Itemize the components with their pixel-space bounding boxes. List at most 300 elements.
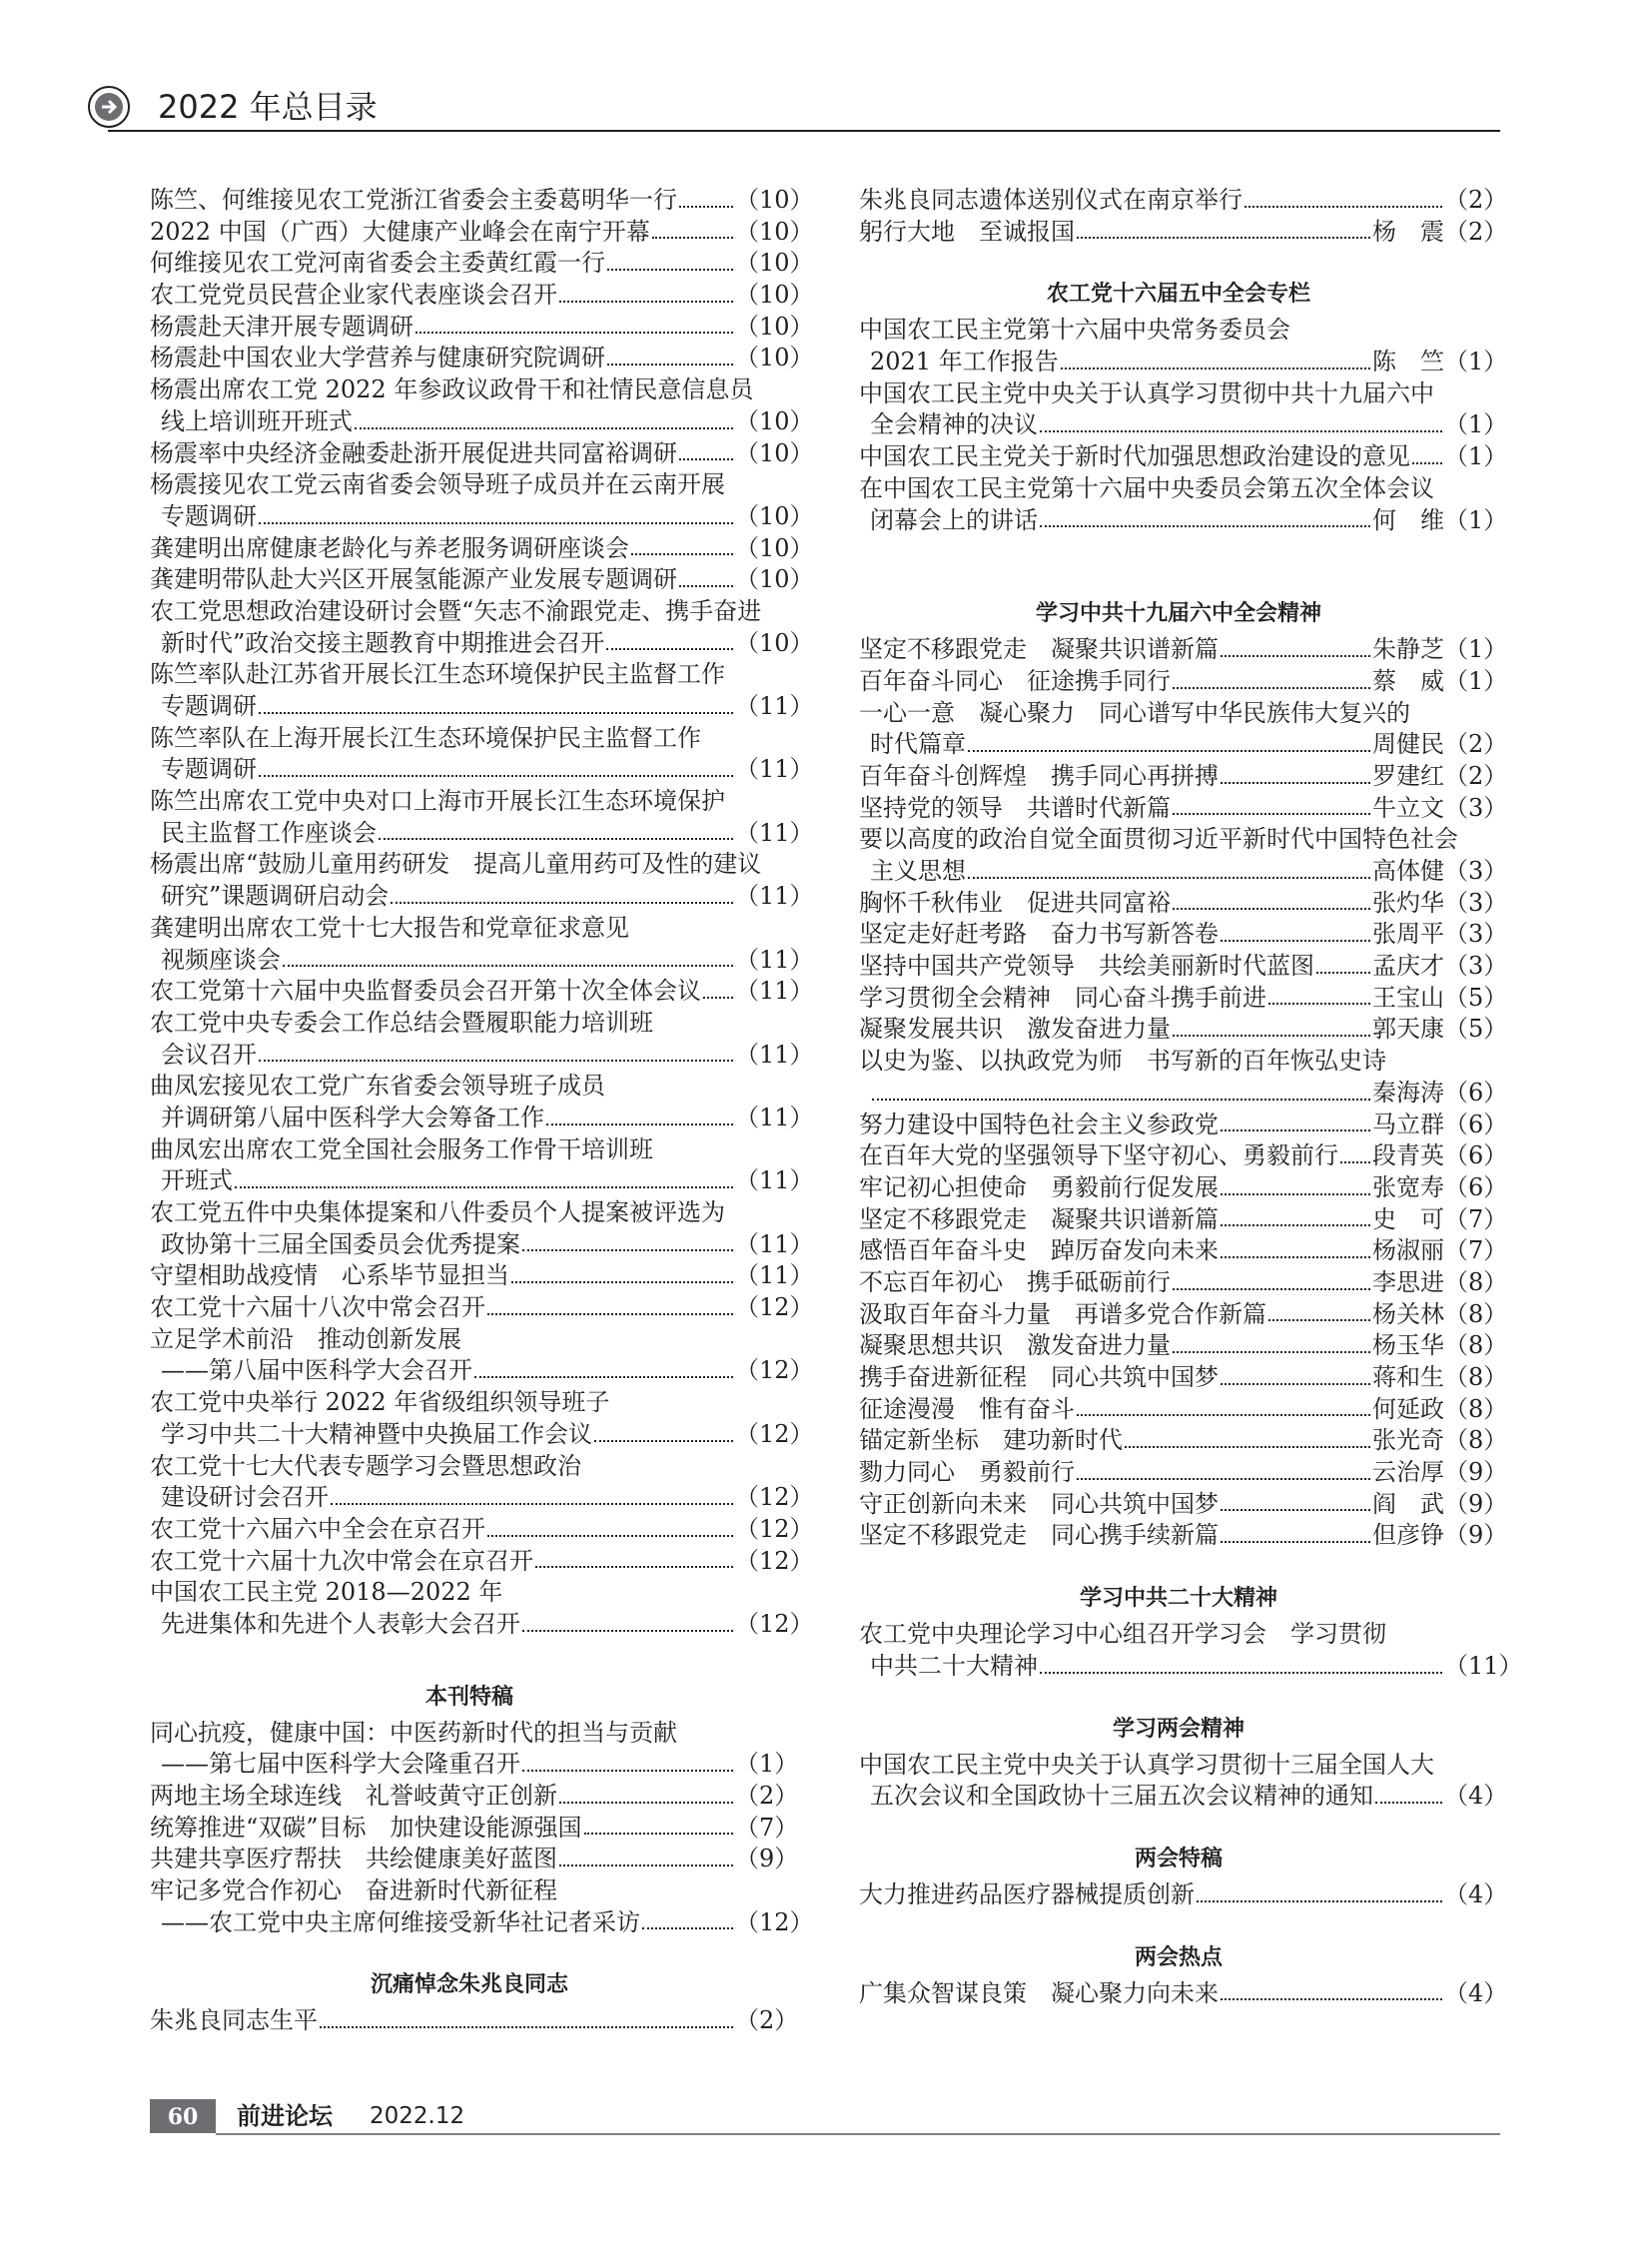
journal-issue: 2022.12	[370, 2103, 465, 2129]
toc-section	[859, 1579, 1523, 1682]
entry-title: ——农工党中央主席何维接受新华社记者采访	[161, 1907, 640, 1936]
entry-page: （11）	[735, 1103, 814, 1131]
entry-title: 何维接见农工党河南省委会主委黄红霞一行	[150, 249, 605, 278]
toc-entry[interactable]	[150, 374, 814, 437]
journal-name: 前进论坛	[237, 2101, 333, 2130]
entry-author: 蔡 威	[1372, 666, 1444, 695]
entry-title: 政协第十三届全国委员会优秀提案	[161, 1229, 520, 1258]
entry-title: 两地主场全球连线 礼誉岐黄守正创新	[150, 1782, 557, 1810]
toc-entry[interactable]	[859, 1046, 1508, 1109]
entry-page: （12）	[735, 1907, 814, 1936]
entry-title: 专题调研	[161, 692, 257, 720]
toc-section	[859, 1938, 1508, 2010]
toc-entry-line	[859, 919, 1508, 951]
dot-leader	[1125, 1425, 1370, 1448]
toc-entry-line	[859, 1046, 1498, 1078]
toc-entry[interactable]	[859, 1425, 1508, 1457]
toc-entry-line	[859, 1078, 1508, 1110]
entry-page: （11）	[735, 1166, 814, 1195]
toc-entry-line	[859, 1651, 1523, 1683]
toc-entry[interactable]	[859, 1879, 1508, 1911]
toc-entry-line	[859, 983, 1508, 1015]
toc-entry[interactable]	[150, 564, 814, 596]
entry-title: 2022 中国（广西）大健康产业峰会在南宁开幕	[150, 217, 650, 246]
toc-entry-line	[150, 1103, 814, 1134]
toc-section	[150, 185, 814, 1641]
entry-title: 龚建明带队赴大兴区开展氢能源产业发展专题调研	[150, 565, 677, 594]
toc-entry[interactable]	[859, 698, 1508, 761]
dot-leader	[559, 1844, 733, 1867]
dot-leader	[652, 217, 733, 240]
toc-section	[859, 594, 1508, 1552]
toc-entry[interactable]	[150, 1387, 814, 1450]
entry-page: （4）	[1444, 1782, 1508, 1811]
toc-entry-line	[859, 1978, 1508, 2010]
entry-page: （11）	[735, 977, 814, 1006]
entry-title: 农工党第十六届中央监督委员会召开第十次全体会议	[150, 977, 701, 1006]
dot-leader	[522, 1229, 733, 1252]
toc-entry[interactable]	[859, 315, 1508, 377]
toc-entry-line	[859, 378, 1498, 410]
entry-page: （11）	[735, 755, 814, 784]
toc-entry-line	[859, 1879, 1508, 1911]
toc-entry-line	[150, 1355, 814, 1387]
section-heading: 两会热点	[1134, 1944, 1223, 1970]
dot-leader	[1268, 1299, 1370, 1322]
entry-author: 罗建红	[1372, 761, 1444, 790]
entry-page: （10）	[735, 565, 814, 594]
entry-title: 中国农工民主党第十六届中央常务委员会	[859, 316, 1290, 345]
dot-leader	[283, 945, 733, 968]
dot-leader	[1221, 761, 1370, 784]
toc-entry-line	[150, 1718, 789, 1750]
dot-leader	[1077, 1457, 1370, 1480]
toc-entry-line	[859, 473, 1498, 505]
entry-title: 杨震率中央经济金融委赴浙开展促进共同富裕调研	[150, 438, 677, 467]
entry-page: （3）	[1444, 920, 1508, 949]
toc-entry[interactable]	[859, 1489, 1508, 1521]
entry-title: 中国农工民主党中央关于认真学习贯彻中共十九届六中	[859, 378, 1434, 407]
toc-entry[interactable]	[150, 185, 814, 217]
dot-leader	[1316, 951, 1370, 974]
entry-page: （11）	[1444, 1651, 1523, 1680]
toc-entry[interactable]	[150, 469, 814, 532]
toc-entry-line	[859, 888, 1508, 920]
toc-entry-line	[859, 1299, 1508, 1331]
entry-page: （7）	[1444, 1204, 1508, 1233]
entry-page: （10）	[735, 406, 814, 435]
dot-leader	[259, 501, 733, 524]
entry-author: 张周平	[1372, 920, 1444, 949]
toc-entry[interactable]	[150, 248, 814, 280]
toc-entry[interactable]	[150, 1292, 814, 1324]
toc-entry[interactable]	[150, 343, 814, 374]
entry-title: 建设研讨会召开	[161, 1483, 329, 1512]
toc-entry-line	[150, 280, 814, 312]
toc-entry-line	[859, 1394, 1508, 1426]
toc-entry-line	[150, 1229, 814, 1261]
toc-entry[interactable]	[859, 888, 1508, 920]
toc-entry[interactable]	[859, 634, 1508, 666]
entry-page: （12）	[735, 1483, 814, 1512]
entry-title: 牢记多党合作初心 奋进新时代新征程	[150, 1876, 557, 1905]
entry-page: （12）	[735, 1419, 814, 1448]
toc-entry-line	[859, 666, 1508, 698]
section-heading: 两会特稿	[1134, 1846, 1223, 1871]
entry-title: 并调研第八届中医科学大会筹备工作	[161, 1103, 544, 1131]
dot-leader	[1221, 634, 1370, 657]
toc-entry[interactable]	[150, 1008, 814, 1071]
dot-leader	[1077, 1394, 1370, 1417]
toc-entry[interactable]	[150, 280, 814, 312]
dot-leader	[331, 1482, 733, 1505]
toc-entry-line	[150, 406, 814, 438]
toc-entry[interactable]	[150, 1844, 799, 1875]
toc-entry[interactable]	[150, 1875, 814, 1938]
footer-divider	[216, 2133, 1500, 2135]
toc-entry[interactable]	[859, 1110, 1508, 1141]
dot-leader	[1221, 1204, 1370, 1227]
entry-title: 农工党十六届六中全会在京召开	[150, 1514, 485, 1543]
toc-entry[interactable]	[150, 1546, 814, 1578]
entry-page: （9）	[1444, 1458, 1508, 1487]
toc-entry-line	[150, 786, 789, 818]
entry-title: 闭幕会上的讲话	[870, 505, 1038, 534]
toc-entry[interactable]	[859, 793, 1508, 825]
entry-page: （1）	[1444, 410, 1508, 439]
entry-title: 一心一意 凝心聚力 同心谱写中华民族伟大复兴的	[859, 698, 1410, 727]
toc-entry[interactable]	[859, 951, 1508, 983]
entry-title: 研究”课题调研启动会	[161, 882, 390, 911]
dot-leader	[391, 881, 733, 904]
entry-author: 马立群	[1372, 1110, 1444, 1138]
toc-entry[interactable]	[859, 473, 1508, 536]
toc-entry[interactable]	[150, 1577, 814, 1640]
entry-author: 史 可	[1372, 1204, 1444, 1233]
entry-page: （1）	[1444, 666, 1508, 695]
entry-page: （7）	[1444, 1236, 1508, 1265]
toc-entry-line	[150, 217, 814, 249]
toc-entry[interactable]	[859, 1140, 1508, 1172]
toc-entry[interactable]	[859, 666, 1508, 698]
toc-section	[150, 1678, 814, 1939]
dot-leader	[679, 564, 733, 587]
entry-page: （2）	[1444, 761, 1508, 790]
entry-title: 中共二十大精神	[870, 1651, 1038, 1680]
toc-entry[interactable]	[859, 441, 1508, 473]
dot-leader	[1221, 1489, 1370, 1512]
entry-author: 何延政	[1372, 1394, 1444, 1423]
toc-entry-line	[150, 1292, 814, 1324]
dot-leader	[1173, 1014, 1370, 1037]
entry-page: （3）	[1444, 857, 1508, 885]
toc-entry-line	[150, 849, 789, 881]
entry-page: （8）	[1444, 1331, 1508, 1360]
dot-leader	[559, 280, 733, 303]
entry-title: 学习贯彻全会精神 同心奋斗携手前进	[859, 983, 1266, 1012]
entry-author: 段青英	[1372, 1141, 1444, 1170]
dot-leader	[559, 1781, 733, 1804]
entry-title: 时代篇章	[870, 730, 966, 759]
entry-title: 百年奋斗同心 征途携手同行	[859, 666, 1171, 695]
toc-entry[interactable]	[150, 1781, 799, 1813]
toc-entry-line	[150, 501, 814, 533]
entry-title: 感悟百年奋斗史 踔厉奋发向未来	[859, 1236, 1219, 1265]
entry-title: 坚定不移跟党走 凝聚共识谱新篇	[859, 635, 1219, 664]
toc-entry-line	[150, 1514, 814, 1546]
toc-entry-line	[150, 754, 814, 786]
toc-entry-line	[150, 976, 814, 1008]
toc-entry[interactable]	[150, 533, 814, 565]
entry-title: 专题调研	[161, 501, 257, 530]
toc-entry[interactable]	[150, 1451, 814, 1514]
entry-page: （10）	[735, 438, 814, 467]
entry-title: 广集众智谋良策 凝心聚力向未来	[859, 1978, 1219, 2007]
dot-leader	[679, 185, 733, 208]
entry-page: （11）	[735, 1040, 814, 1069]
toc-entry[interactable]	[150, 1197, 814, 1260]
entry-author: 郭天康	[1372, 1015, 1444, 1044]
entry-title: 坚定不移跟党走 凝聚共识谱新篇	[859, 1204, 1219, 1233]
entry-title: 坚持中国共产党领导 共绘美丽新时代蓝图	[859, 952, 1314, 981]
entry-author: 但彦铮	[1372, 1521, 1444, 1550]
toc-entry[interactable]	[859, 217, 1508, 249]
toc-entry[interactable]	[150, 786, 814, 849]
toc-entry[interactable]	[150, 723, 814, 786]
toc-entry-line	[150, 596, 789, 628]
dot-leader	[1173, 1330, 1370, 1353]
toc-entry[interactable]	[859, 185, 1508, 217]
toc-entry-line	[859, 1362, 1508, 1394]
toc-entry[interactable]	[150, 659, 814, 722]
toc-entry[interactable]	[150, 596, 814, 659]
toc-entry-line	[150, 2005, 799, 2037]
dot-leader	[1040, 1651, 1442, 1674]
toc-entry-line	[150, 1875, 789, 1907]
toc-entry-line	[859, 185, 1508, 217]
toc-entry[interactable]	[150, 217, 814, 249]
entry-author: 张光奇	[1372, 1426, 1444, 1455]
entry-page: （8）	[1444, 1299, 1508, 1328]
entry-title: 先进集体和先进个人表彰大会召开	[161, 1609, 520, 1638]
section-heading: 学习中共二十大精神	[1079, 1586, 1277, 1612]
toc-entry-line	[859, 1267, 1508, 1299]
section-heading: 农工党十六届五中全会专栏	[1046, 282, 1310, 308]
toc-entry-line	[150, 691, 814, 723]
entry-title: 农工党思想政治建设研讨会暨“矢志不渝跟党走、携手奋进	[150, 596, 762, 625]
toc-entry[interactable]	[859, 1520, 1508, 1552]
entry-page: （11）	[735, 1229, 814, 1258]
entry-title: 同心抗疫，健康中国：中医药新时代的担当与贡献	[150, 1718, 677, 1747]
entry-author: 阎 武	[1372, 1489, 1444, 1518]
dot-leader	[631, 533, 733, 556]
entry-page: （10）	[735, 281, 814, 310]
toc-entry[interactable]	[859, 824, 1508, 887]
dot-leader	[1221, 1978, 1442, 2001]
entry-page: （2）	[735, 1782, 799, 1810]
entry-title: 学习中共二十大精神暨中央换届工作会议	[161, 1419, 592, 1448]
toc-entry[interactable]	[150, 1260, 814, 1292]
dot-leader	[1268, 983, 1370, 1006]
toc-entry-line	[150, 1813, 799, 1845]
entry-title: 百年奋斗创辉煌 携手同心再拼搏	[859, 761, 1219, 790]
toc-entry[interactable]	[859, 1978, 1508, 2010]
dot-leader	[546, 1103, 733, 1125]
toc-entry-line	[150, 438, 814, 470]
entry-page: （9）	[1444, 1521, 1508, 1550]
entry-title: 努力建设中国特色社会主义参政党	[859, 1110, 1219, 1138]
entry-title: 中国农工民主党 2018—2022 年	[150, 1578, 503, 1607]
entry-page: （1）	[1444, 348, 1508, 376]
toc-entry-line	[150, 533, 814, 565]
entry-author: 秦海涛	[1372, 1078, 1444, 1107]
dot-leader	[872, 1078, 1370, 1101]
toc-entry-line	[150, 1844, 799, 1875]
section-heading: 学习中共十九届六中全会精神	[1035, 601, 1321, 627]
dot-leader	[1173, 888, 1370, 911]
toc-entry-line	[150, 881, 814, 913]
dot-leader	[474, 1355, 733, 1378]
toc-entry[interactable]	[859, 1619, 1523, 1682]
entry-author: 杨玉华	[1372, 1331, 1444, 1360]
toc-entry[interactable]	[859, 983, 1508, 1015]
entry-title: 杨震赴天津开展专题调研	[150, 312, 413, 341]
entry-page: （1）	[1444, 442, 1508, 471]
arrow-right-circle-icon	[88, 86, 130, 128]
toc-entry-line	[150, 1197, 789, 1229]
toc-entry[interactable]	[150, 312, 814, 344]
toc-entry[interactable]	[859, 761, 1508, 793]
dot-leader	[1061, 347, 1370, 370]
dot-leader	[1197, 1879, 1442, 1902]
entry-title: 统筹推进“双碳”目标 加快建设能源强国	[150, 1813, 582, 1842]
entry-page: （11）	[735, 692, 814, 720]
dot-leader	[1244, 185, 1442, 208]
toc-entry-line	[150, 913, 789, 945]
dot-leader	[259, 1040, 733, 1063]
entry-page: （12）	[735, 1609, 814, 1638]
toc-entry-line	[859, 409, 1508, 441]
dot-leader	[1173, 666, 1370, 689]
toc-entry-line	[150, 469, 789, 501]
dot-leader	[379, 818, 733, 841]
toc-entry-line	[859, 1172, 1508, 1204]
entry-page: （9）	[1444, 1489, 1508, 1518]
toc-entry[interactable]	[859, 1204, 1508, 1236]
entry-title: 视频座谈会	[161, 945, 281, 974]
toc-entry-line	[150, 945, 814, 977]
entry-title: 农工党十七大代表专题学习会暨思想政治	[150, 1451, 581, 1480]
entry-title: 农工党中央理论学习中心组召开学习会 学习贯彻	[859, 1620, 1386, 1649]
entry-page: （1）	[1444, 635, 1508, 664]
entry-title: 会议召开	[161, 1040, 257, 1069]
dot-leader	[235, 1165, 733, 1188]
toc-entry[interactable]	[150, 1718, 799, 1781]
entry-title: ——第七届中医科学大会隆重召开	[161, 1750, 520, 1779]
entry-title: 农工党中央举行 2022 年省级组织领导班子	[150, 1388, 610, 1417]
toc-entry-line	[150, 185, 814, 217]
toc-entry[interactable]	[150, 1134, 814, 1197]
dot-leader	[355, 406, 733, 429]
toc-entry[interactable]	[859, 1750, 1508, 1813]
toc-entry[interactable]	[150, 849, 814, 912]
entry-author: 何 维	[1372, 505, 1444, 534]
entry-author: 王宝山	[1372, 983, 1444, 1012]
toc-entry-line	[150, 628, 814, 660]
dot-leader	[1340, 1140, 1370, 1163]
toc-entry[interactable]	[150, 1514, 814, 1546]
toc-entry[interactable]	[150, 438, 814, 470]
entry-author: 朱静芝	[1372, 635, 1444, 664]
entry-author: 孟庆才	[1372, 952, 1444, 981]
entry-title: 农工党中央专委会工作总结会暨履职能力培训班	[150, 1008, 653, 1037]
toc-column-right	[859, 185, 1523, 2009]
entry-page: （4）	[1444, 1879, 1508, 1908]
toc-entry[interactable]	[859, 1362, 1508, 1394]
entry-title: 朱兆良同志生平	[150, 2006, 318, 2035]
entry-title: 陈竺、何维接见农工党浙江省委会主委葛明华一行	[150, 186, 677, 214]
entry-page: （8）	[1444, 1267, 1508, 1296]
toc-entry-line	[150, 1546, 814, 1578]
toc-entry-line	[150, 1781, 799, 1813]
entry-title: 主义思想	[870, 857, 966, 885]
toc-entry-line	[859, 1014, 1508, 1046]
toc-entry-line	[859, 1330, 1508, 1362]
entry-page: （2）	[1444, 186, 1508, 214]
entry-author: 张灼华	[1372, 888, 1444, 917]
entry-page: （8）	[1444, 1363, 1508, 1391]
toc-entry[interactable]	[859, 1299, 1508, 1331]
toc-entry-line	[150, 564, 814, 596]
dot-leader	[1375, 1781, 1442, 1804]
toc-entry[interactable]	[859, 1394, 1508, 1426]
toc-entry[interactable]	[859, 1457, 1508, 1489]
section-heading: 沉痛悼念朱兆良同志	[370, 1972, 568, 1998]
toc-column-left	[150, 185, 814, 2037]
entry-title: 征途漫漫 惟有奋斗	[859, 1394, 1075, 1423]
toc-entry[interactable]	[150, 1071, 814, 1133]
entry-title: 农工党十六届十八次中常会召开	[150, 1293, 485, 1322]
toc-entry[interactable]	[859, 1172, 1508, 1204]
entry-title: 胸怀千秋伟业 促进共同富裕	[859, 888, 1171, 917]
entry-title: 曲凤宏接见农工党广东省委会领导班子成员	[150, 1072, 605, 1101]
toc-entry[interactable]	[150, 976, 814, 1008]
toc-entry-line	[859, 1781, 1508, 1813]
entry-page: （12）	[735, 1514, 814, 1543]
toc-entry[interactable]	[150, 1324, 814, 1387]
toc-entry[interactable]	[150, 913, 814, 976]
entry-title: 勠力同心 勇毅前行	[859, 1458, 1075, 1487]
toc-entry[interactable]	[859, 1330, 1508, 1362]
entry-page: （10）	[735, 312, 814, 341]
entry-title: 陈竺率队赴江苏省开展长江生态环境保护民主监督工作	[150, 660, 725, 689]
toc-entry[interactable]	[150, 1813, 799, 1845]
entry-page: （6）	[1444, 1172, 1508, 1201]
entry-page: （3）	[1444, 793, 1508, 822]
toc-entry[interactable]	[859, 1014, 1508, 1046]
toc-entry[interactable]	[859, 1267, 1508, 1299]
entry-title: 开班式	[161, 1166, 233, 1195]
toc-entry[interactable]	[150, 2005, 799, 2037]
entry-title: 曲凤宏出席农工党全国社会服务工作骨干培训班	[150, 1134, 653, 1163]
entry-title: 2021 年工作报告	[870, 348, 1059, 376]
toc-entry[interactable]	[859, 378, 1508, 441]
toc-entry[interactable]	[859, 1235, 1508, 1267]
toc-entry[interactable]	[859, 919, 1508, 951]
entry-title: 陈竺出席农工党中央对口上海市开展长江生态环境保护	[150, 787, 725, 816]
entry-title: 携手奋进新征程 同心共筑中国梦	[859, 1363, 1219, 1391]
section-heading: 学习两会精神	[1112, 1716, 1244, 1742]
